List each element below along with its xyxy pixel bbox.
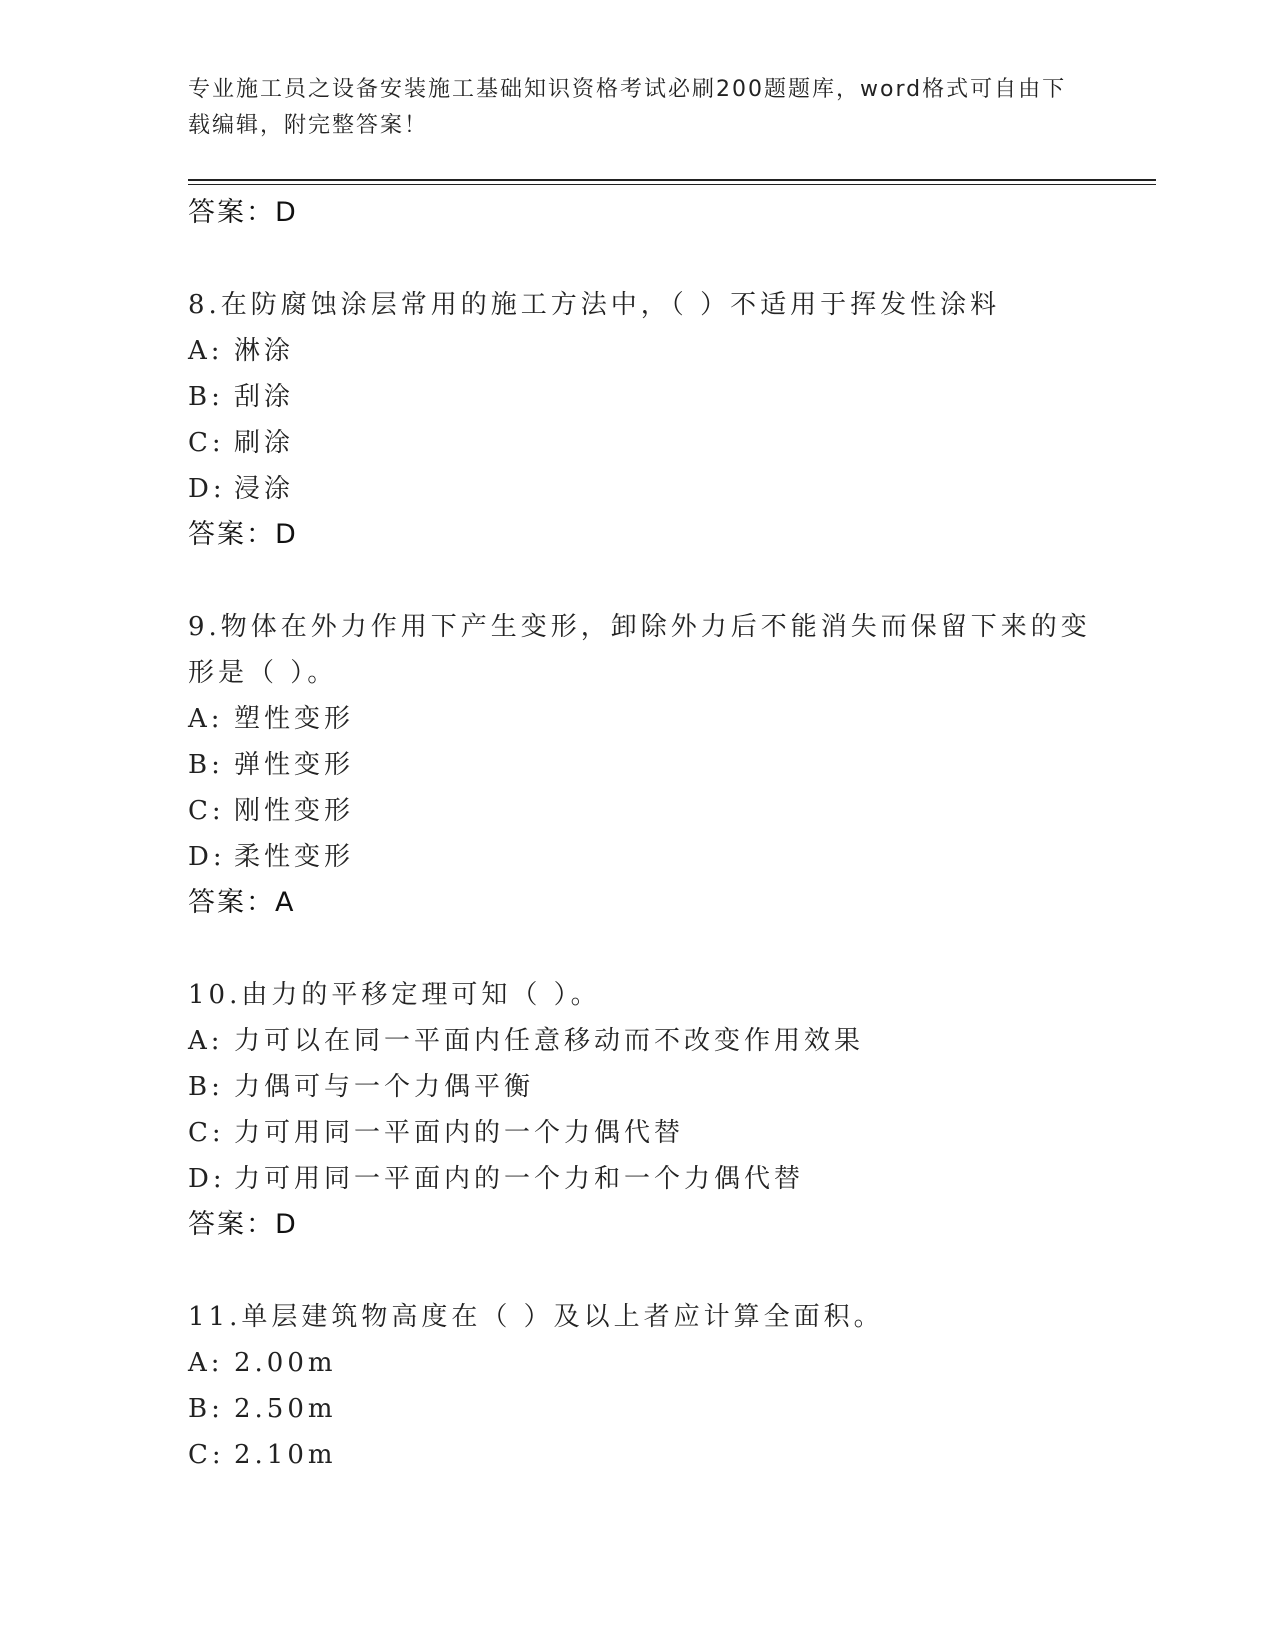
option-label: B:: [188, 1394, 224, 1424]
header-rule-thick: [188, 179, 1156, 181]
option-text: 2.50m: [234, 1394, 337, 1424]
question-block: [188, 1294, 1118, 1478]
option-b: [188, 1386, 1118, 1432]
question-title: 9.物体在外力作用下产生变形，卸除外力后不能消失而保留下来的变形是（ ）。: [188, 612, 1091, 688]
header-rule-thin: [188, 184, 1156, 185]
option-text: 力可用同一平面内的一个力和一个力偶代替: [234, 1164, 805, 1194]
option-text: 力可用同一平面内的一个力偶代替: [234, 1118, 685, 1148]
question-list: [188, 190, 1118, 1478]
option-label: C:: [188, 1440, 225, 1470]
option-c: [188, 1432, 1118, 1478]
spacer: [188, 558, 1118, 604]
option-label: A:: [188, 336, 224, 366]
page-header: 专业施工员之设备安装施工基础知识资格考试必刷200题题库，word格式可自由下载编辑，附完整答案！: [188, 77, 1067, 138]
option-b: [188, 374, 1118, 420]
question-title: 11.单层建筑物高度在（ ）及以上者应计算全面积。: [188, 1302, 884, 1332]
option-label: A:: [188, 1026, 224, 1056]
option-b: [188, 1064, 1118, 1110]
option-label: B:: [188, 382, 224, 412]
option-text: 柔性变形: [234, 842, 355, 872]
option-a: [188, 328, 1118, 374]
option-text: 力可以在同一平面内任意移动而不改变作用效果: [234, 1026, 865, 1056]
option-label: D:: [188, 842, 226, 872]
previous-answer: 答案：D: [188, 197, 298, 228]
option-b: [188, 742, 1118, 788]
option-text: 刮涂: [234, 382, 295, 412]
option-label: A:: [188, 704, 224, 734]
option-text: 刚性变形: [234, 796, 355, 826]
spacer: [188, 236, 1118, 282]
answer: 答案：A: [188, 887, 296, 918]
option-text: 弹性变形: [234, 750, 355, 780]
option-d: [188, 1156, 1118, 1202]
spacer: [188, 1248, 1118, 1294]
question-block: [188, 282, 1118, 558]
option-a: [188, 1340, 1118, 1386]
option-d: [188, 834, 1118, 880]
option-text: 淋涂: [234, 336, 295, 366]
question-block: [188, 972, 1118, 1248]
option-a: [188, 1018, 1118, 1064]
option-text: 2.10m: [234, 1440, 337, 1470]
option-c: [188, 788, 1118, 834]
option-a: [188, 696, 1118, 742]
question-title: 8.在防腐蚀涂层常用的施工方法中，（ ）不适用于挥发性涂料: [188, 290, 1001, 320]
option-text: 塑性变形: [234, 704, 355, 734]
option-label: C:: [188, 1118, 225, 1148]
spacer: [188, 926, 1118, 972]
question-block: [188, 604, 1118, 926]
option-label: C:: [188, 428, 225, 458]
option-label: C:: [188, 796, 225, 826]
option-label: D:: [188, 1164, 226, 1194]
option-label: A:: [188, 1348, 224, 1378]
option-text: 2.00m: [234, 1348, 337, 1378]
option-c: [188, 1110, 1118, 1156]
option-text: 刷涂: [234, 428, 295, 458]
option-d: [188, 466, 1118, 512]
answer: 答案：D: [188, 519, 298, 550]
question-title: 10.由力的平移定理可知（ ）。: [188, 980, 601, 1010]
option-label: B:: [188, 750, 224, 780]
option-text: 浸涂: [234, 474, 295, 504]
answer: 答案：D: [188, 1209, 298, 1240]
option-label: B:: [188, 1072, 224, 1102]
option-text: 力偶可与一个力偶平衡: [234, 1072, 535, 1102]
option-c: [188, 420, 1118, 466]
option-label: D:: [188, 474, 226, 504]
